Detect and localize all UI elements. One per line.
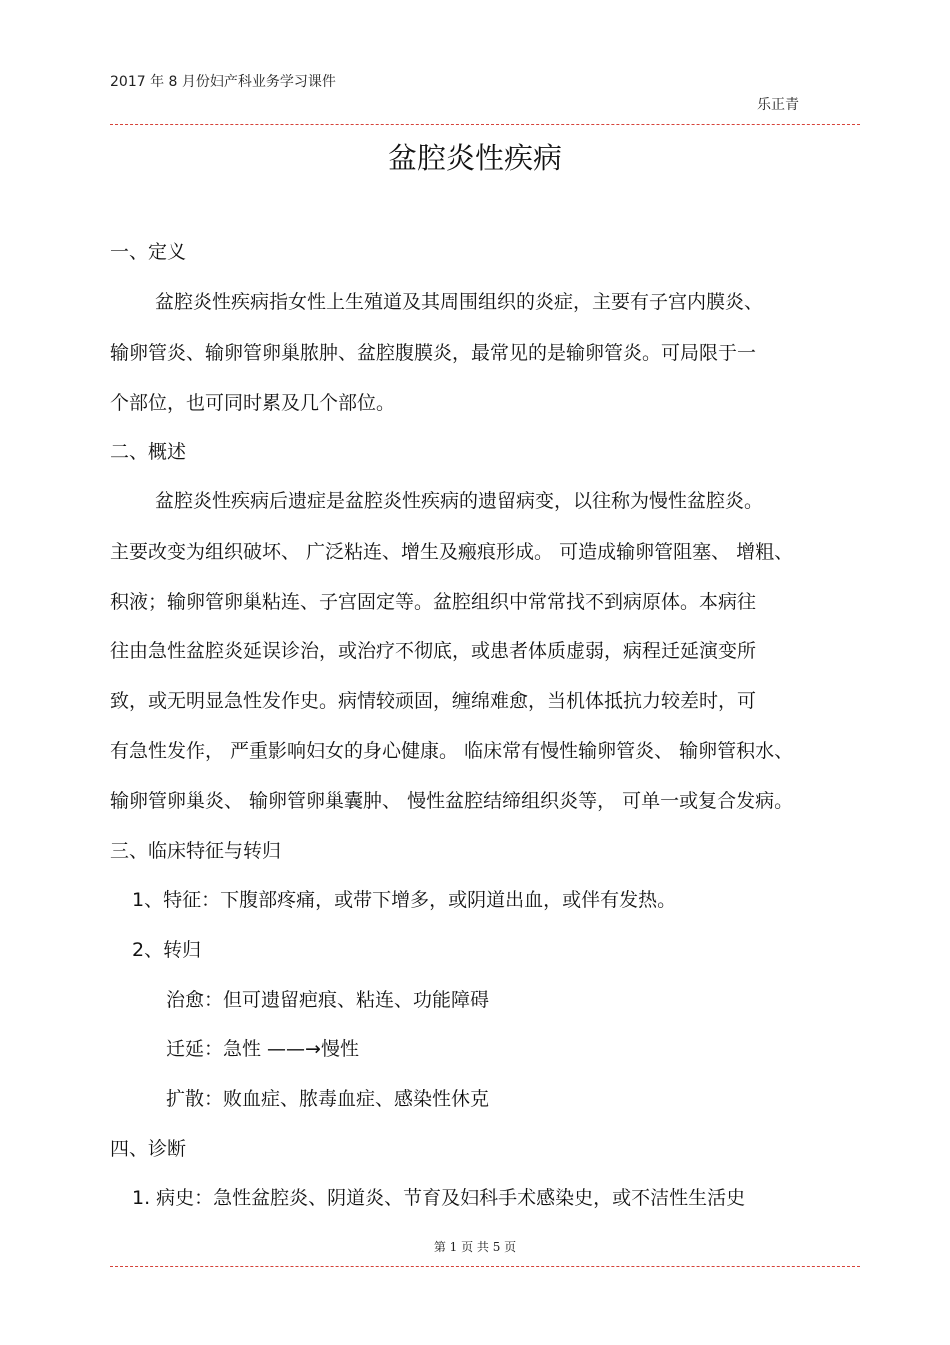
section-heading-overview: 二、概述 bbox=[110, 441, 187, 463]
section-heading-definition: 一、定义 bbox=[110, 241, 187, 263]
header-author: 乐正青 bbox=[757, 97, 799, 113]
paragraph-line: 往由急性盆腔炎延误诊治，或治疗不彻底，或患者体质虚弱，病程迁延演变所 bbox=[110, 640, 757, 662]
paragraph-line: 个部位，也可同时累及几个部位。 bbox=[110, 392, 396, 414]
page-number: 第 1 页 共 5 页 bbox=[433, 1240, 517, 1254]
list-item-history: 1. 病史：急性盆腔炎、阴道炎、节育及妇科手术感染史，或不洁性生活史 bbox=[132, 1187, 746, 1209]
header-course-label: 2017 年 8 月份妇产科业务学习课件 bbox=[110, 74, 336, 90]
page-title: 盆腔炎性疾病 bbox=[387, 141, 562, 175]
footer-divider bbox=[110, 1266, 860, 1267]
list-item-outcome: 2、转归 bbox=[132, 939, 202, 961]
paragraph-line: 输卵管炎、输卵管卵巢脓肿、盆腔腹膜炎，最常见的是输卵管炎。可局限于一 bbox=[110, 342, 757, 364]
list-item-features: 1、特征：下腹部疼痛，或带下增多，或阴道出血，或伴有发热。 bbox=[132, 889, 677, 911]
section-heading-diagnosis: 四、诊断 bbox=[110, 1138, 187, 1160]
paragraph-line: 致，或无明显急性发作史。病情较顽固，缠绵难愈，当机体抵抗力较差时，可 bbox=[110, 690, 757, 712]
paragraph-line: 主要改变为组织破坏、 广泛粘连、增生及瘢痕形成。 可造成输卵管阻塞、 增粗、 bbox=[110, 541, 794, 563]
header-divider bbox=[110, 124, 860, 125]
paragraph-line: 输卵管卵巢炎、 输卵管卵巢囊肿、 慢性盆腔结缔组织炎等， 可单一或复合发病。 bbox=[110, 790, 794, 812]
outcome-chronic: 迁延：急性 ——→慢性 bbox=[166, 1038, 359, 1060]
outcome-cure: 治愈：但可遗留疤痕、粘连、功能障碍 bbox=[166, 989, 490, 1011]
paragraph-line: 盆腔炎性疾病后遗症是盆腔炎性疾病的遗留病变，以往称为慢性盆腔炎。 bbox=[155, 490, 764, 512]
paragraph-line: 积液；输卵管卵巢粘连、子宫固定等。盆腔组织中常常找不到病原体。本病往 bbox=[110, 591, 757, 613]
paragraph-line: 盆腔炎性疾病指女性上生殖道及其周围组织的炎症，主要有子宫内膜炎、 bbox=[155, 291, 764, 313]
section-heading-clinical: 三、临床特征与转归 bbox=[110, 840, 282, 862]
paragraph-line: 有急性发作， 严重影响妇女的身心健康。 临床常有慢性输卵管炎、 输卵管积水、 bbox=[110, 740, 794, 762]
outcome-spread: 扩散：败血症、脓毒血症、感染性休克 bbox=[166, 1088, 490, 1110]
